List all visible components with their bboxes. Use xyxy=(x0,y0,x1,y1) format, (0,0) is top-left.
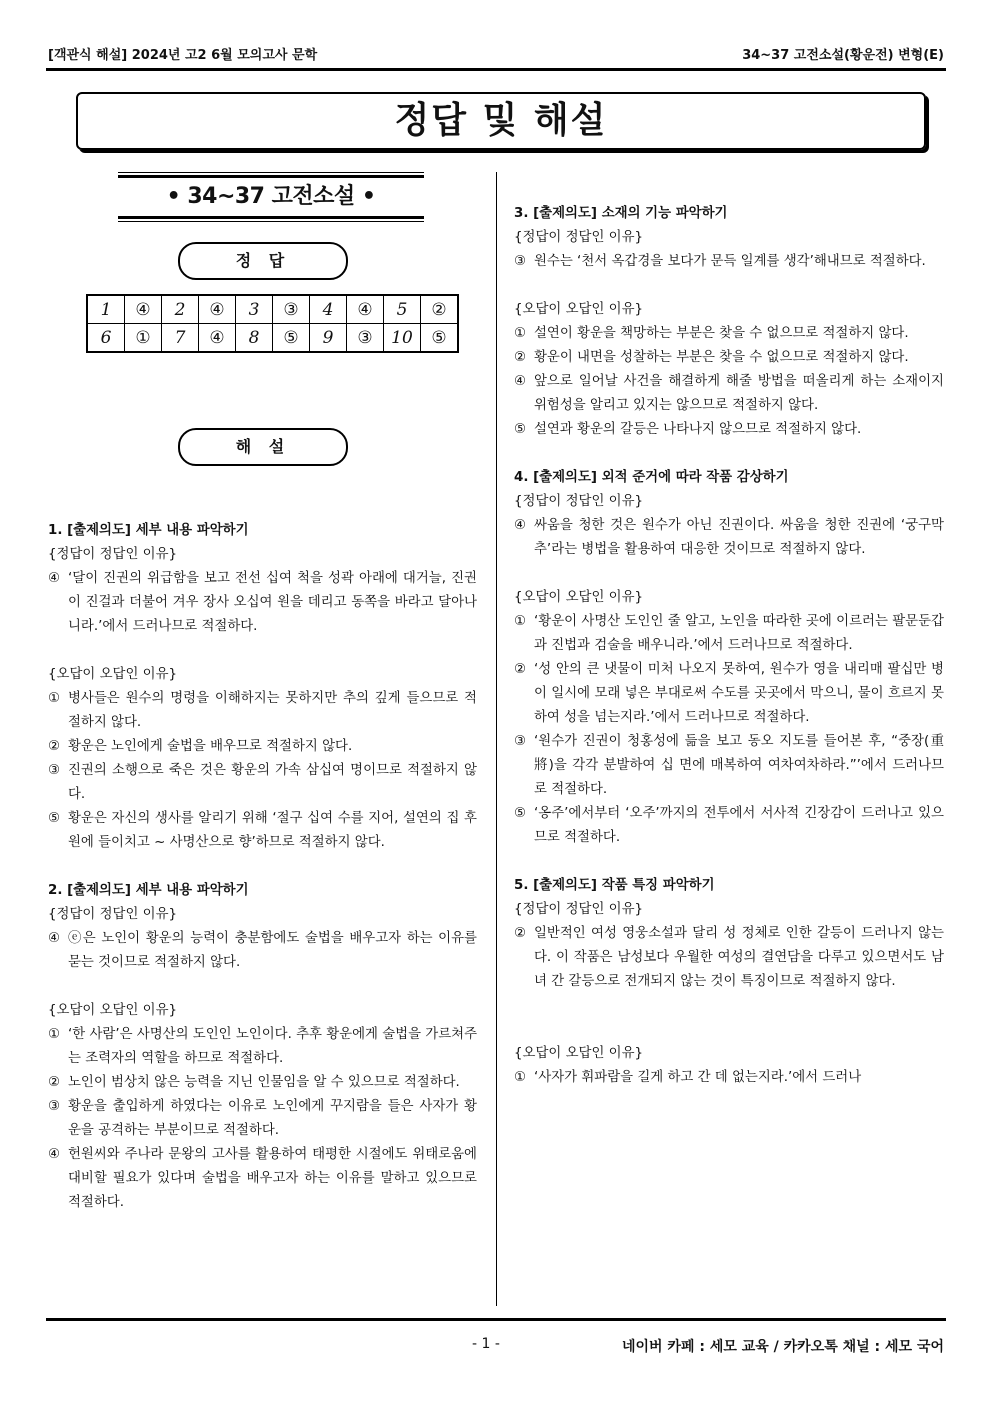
question-heading: 5. [출제의도] 작품 특징 파악하기 xyxy=(514,878,715,893)
choice-marker: ① xyxy=(514,326,527,341)
explanation-text: ‘성 안의 큰 냇물이 미처 나오지 못하여, 원수가 영을 내리매 팔십만 병이 일시에 모래 넣은 부대로써 수도를 곳곳에서 막으니, 물이 흐르지 못하여 성을 넘는지라.’에서 드러나므로 적절하다. xyxy=(534,662,944,725)
choice-marker: ⑤ xyxy=(514,806,527,821)
explanation-text: 황운을 출입하게 하였다는 이유로 노인에게 꾸지람을 들은 사자가 황운을 공격하는 부분이므로 적절하다. xyxy=(68,1099,477,1138)
question-number: 10 xyxy=(384,324,421,353)
explanation-item xyxy=(514,658,944,730)
explanation-text: 일반적인 여성 영웅소설과 달리 성 정체로 인한 갈등이 드러나지 않는다. 이 작품은 남성보다 우월한 여성의 결연담을 다루고 있으면서도 남녀 간 갈등으로 전개되지 않는 것이 특징이므로 적절하지 않다. xyxy=(534,926,944,989)
question-number: 8 xyxy=(236,324,273,353)
choice-marker: ② xyxy=(48,739,61,754)
page-number: - 1 - xyxy=(472,1336,500,1352)
section-title: • 34~37 고전소설 • xyxy=(166,184,376,209)
choice-marker: ③ xyxy=(514,734,527,749)
choice-marker: ④ xyxy=(48,931,61,946)
question-heading: 1. [출제의도] 세부 내용 파악하기 xyxy=(48,523,249,538)
explanation-item xyxy=(514,802,944,850)
footer-rule xyxy=(46,1318,946,1321)
choice-marker: ⑤ xyxy=(48,811,61,826)
explanation-text: 노인이 범상치 않은 능력을 지닌 인물임을 알 수 있으므로 적절하다. xyxy=(68,1075,460,1090)
question-number: 3 xyxy=(236,295,273,324)
answer-choice: ④ xyxy=(199,324,236,353)
column-divider xyxy=(496,172,497,1306)
header-right-title: 34~37 고전소설(황운전) 변형(E) xyxy=(742,48,944,63)
header-left-title: [객관식 해설] 2024년 고2 6월 모의고사 문학 xyxy=(48,48,318,63)
explanation-text: ‘한 사람’은 사명산의 도인인 노인이다. 추후 황운에게 술법을 가르쳐주는 조력자의 역할을 하므로 적절하다. xyxy=(68,1027,478,1066)
choice-marker: ② xyxy=(514,350,527,365)
explanation-text: 황운은 자신의 생사를 알리기 위해 ‘절구 십여 수를 지어, 설연의 집 후원에 들이치고 ~ 사명산으로 향’하므로 적절하지 않다. xyxy=(68,811,477,850)
explanation-item xyxy=(48,567,477,639)
explanation-text: ‘원수가 진권이 청홍성에 듦을 보고 동오 지도를 들어본 후, “중장(重將)을 각각 분발하여 십 면에 매복하여 여차여차하라.”’에서 드러나므로 적절하다. xyxy=(534,734,944,797)
question-number: 2 xyxy=(162,295,199,324)
question-number: 9 xyxy=(310,324,347,353)
explanation-text: 진권의 소행으로 죽은 것은 황운의 가속 삼십여 명이므로 적절하지 않다. xyxy=(68,763,477,802)
explanation-item xyxy=(514,730,944,802)
choice-marker: ③ xyxy=(514,254,527,269)
subheading: {정답이 정답인 이유} xyxy=(514,494,644,509)
choice-marker: ① xyxy=(514,1070,527,1085)
subheading: {정답이 정답인 이유} xyxy=(514,902,644,917)
explanation-item xyxy=(48,927,477,975)
answer-choice: ⑤ xyxy=(273,324,310,353)
explanation-text: 설연과 황운의 갈등은 나타나지 않으므로 적절하지 않다. xyxy=(534,422,862,437)
choice-marker: ① xyxy=(514,614,527,629)
subheading: {오답이 오답인 이유} xyxy=(514,1046,644,1061)
explanation-item xyxy=(514,418,944,442)
answer-label: 정 답 xyxy=(178,242,348,280)
spacer xyxy=(514,994,944,1018)
answer-choice: ③ xyxy=(347,324,384,353)
main-title: 정답 및 해설 xyxy=(76,92,926,150)
header-rule xyxy=(46,68,946,71)
subheading: {오답이 오답인 이유} xyxy=(48,1003,178,1018)
choice-marker: ④ xyxy=(48,571,61,586)
question-number: 7 xyxy=(162,324,199,353)
subheading: {정답이 정답인 이유} xyxy=(48,547,178,562)
question-heading: 3. [출제의도] 소재의 기능 파악하기 xyxy=(514,206,728,221)
spacer xyxy=(514,562,944,586)
left-column xyxy=(48,519,477,1215)
explanation-text: ‘사자가 휘파람을 길게 하고 간 데 없는지라.’에서 드러나 xyxy=(534,1070,862,1085)
spacer xyxy=(514,850,944,874)
explanation-item xyxy=(48,807,477,855)
explanation-item xyxy=(514,1066,944,1090)
explanation-label: 해 설 xyxy=(178,428,348,466)
answer-choice: ③ xyxy=(273,295,310,324)
choice-marker: ③ xyxy=(48,1099,61,1114)
choice-marker: ① xyxy=(48,1027,61,1042)
explanation-text: 병사들은 원수의 명령을 이해하지는 못하지만 추의 깊게 들으므로 적절하지 않다. xyxy=(68,691,477,730)
subheading: {오답이 오답인 이유} xyxy=(48,667,178,682)
explanation-text: 싸움을 청한 것은 원수가 아닌 진권이다. 싸움을 청한 진권에 ‘궁구막추’라는 병법을 활용하여 대응한 것이므로 적절하지 않다. xyxy=(534,518,944,557)
choice-marker: ① xyxy=(48,691,61,706)
answer-choice: ⑤ xyxy=(421,324,459,353)
explanation-text: 설연이 황운을 책망하는 부분은 찾을 수 없으므로 적절하지 않다. xyxy=(534,326,909,341)
choice-marker: ② xyxy=(514,926,527,941)
answer-choice: ④ xyxy=(199,295,236,324)
explanation-text: ⓔ은 노인이 황운의 능력이 충분함에도 술법을 배우고자 하는 이유를 묻는 것이므로 적절하지 않다. xyxy=(68,931,477,970)
subheading: {정답이 정답인 이유} xyxy=(48,907,178,922)
question-number: 5 xyxy=(384,295,421,324)
choice-marker: ② xyxy=(514,662,527,677)
subheading: {정답이 정답인 이유} xyxy=(514,230,644,245)
choice-marker: ④ xyxy=(514,518,527,533)
question-number: 1 xyxy=(87,295,125,324)
spacer xyxy=(514,274,944,298)
subheading: {오답이 오답인 이유} xyxy=(514,302,644,317)
explanation-item xyxy=(514,922,944,994)
explanation-text: ‘옹주’에서부터 ‘오주’까지의 전투에서 서사적 긴장감이 드러나고 있으므로 적절하다. xyxy=(534,806,944,845)
explanation-item xyxy=(514,514,944,562)
section-title-box xyxy=(118,172,424,216)
choice-marker: ③ xyxy=(48,763,61,778)
question-heading: 4. [출제의도] 외적 준거에 따라 작품 감상하기 xyxy=(514,470,789,485)
answer-choice: ② xyxy=(421,295,459,324)
footer-credit: 네이버 카페 : 세모 교육 / 카카오톡 채널 : 세모 국어 xyxy=(621,1339,944,1355)
explanation-text: 황운이 내면을 성찰하는 부분은 찾을 수 없으므로 적절하지 않다. xyxy=(534,350,909,365)
spacer xyxy=(514,442,944,466)
explanation-text: 황운은 노인에게 술법을 배우므로 적절하지 않다. xyxy=(68,739,353,754)
spacer xyxy=(48,855,477,879)
answer-choice: ④ xyxy=(347,295,384,324)
explanation-item xyxy=(48,1143,477,1215)
explanation-item xyxy=(48,687,477,735)
explanation-item xyxy=(514,370,944,418)
explanation-text: ‘황운이 사명산 도인인 줄 알고, 노인을 따라한 곳에 이르러는 팔문둔갑과 진법과 검술을 배우니라.’에서 드러나므로 적절하다. xyxy=(534,614,944,653)
explanation-item xyxy=(48,1023,477,1071)
explanation-text: ‘달이 진권의 위급함을 보고 전선 십여 척을 성곽 아래에 대거늘, 진권이 진걸과 더불어 겨우 장사 오십여 원을 데리고 동쪽을 바라고 달아나니라.’에서 드러나므로 적절하다. xyxy=(68,571,477,634)
explanation-item xyxy=(514,322,944,346)
answer-table xyxy=(86,294,459,353)
subheading: {오답이 오답인 이유} xyxy=(514,590,644,605)
explanation-item xyxy=(48,735,477,759)
spacer xyxy=(48,639,477,663)
explanation-item xyxy=(514,610,944,658)
explanation-text: 원수는 ‘천서 옥갑경을 보다가 문득 일계를 생각’해내므로 적절하다. xyxy=(534,254,926,269)
explanation-item xyxy=(48,759,477,807)
choice-marker: ② xyxy=(48,1075,61,1090)
explanation-item xyxy=(48,1095,477,1143)
answer-row xyxy=(87,295,458,324)
answer-row xyxy=(87,324,458,353)
explanation-item xyxy=(514,346,944,370)
answer-choice: ④ xyxy=(125,295,162,324)
explanation-item xyxy=(514,250,944,274)
explanation-text: 앞으로 일어날 사건을 해결하게 해줄 방법을 떠올리게 하는 소재이지 위험성을 알리고 있지는 않으므로 적절하지 않다. xyxy=(534,374,944,413)
choice-marker: ④ xyxy=(48,1147,61,1162)
choice-marker: ④ xyxy=(514,374,527,389)
spacer xyxy=(514,1018,944,1042)
spacer xyxy=(48,975,477,999)
explanation-item xyxy=(48,1071,477,1095)
answer-choice: ① xyxy=(125,324,162,353)
explanation-text: 헌원씨와 주나라 문왕의 고사를 활용하여 태평한 시절에도 위태로움에 대비할 필요가 있다며 술법을 배우고자 하는 이유를 말하고 있으므로 적절하다. xyxy=(68,1147,477,1210)
question-number: 4 xyxy=(310,295,347,324)
choice-marker: ⑤ xyxy=(514,422,527,437)
right-column xyxy=(514,202,944,1090)
question-number: 6 xyxy=(87,324,125,353)
question-heading: 2. [출제의도] 세부 내용 파악하기 xyxy=(48,883,249,898)
